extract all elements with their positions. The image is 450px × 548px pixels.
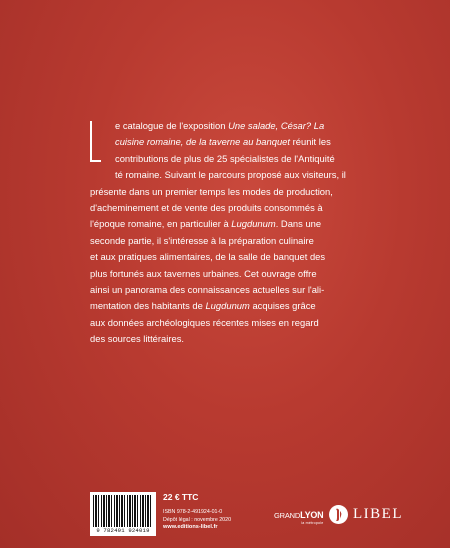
libel-wordmark: LIBEL: [353, 506, 403, 522]
website-label: www.editions-libel.fr: [163, 524, 218, 531]
blurb-text: [90, 118, 353, 348]
legal-deposit-label: Dépôt légal : novembre 2020: [163, 516, 232, 523]
blurb-line: mentation des habitants de Lugdunum acquises grâce: [90, 300, 316, 312]
barcode-bars: [93, 495, 153, 527]
publication-info: [163, 492, 231, 532]
blurb-line: ainsi un panorama des connaissances actuelles sur l'ali-: [90, 284, 325, 296]
blurb-line: té romaine. Suivant le parcours proposé aux visiteurs, il: [115, 169, 346, 181]
grandlyon-subtitle: la métropole: [301, 521, 324, 525]
isbn-label: ISBN 978-2-491924-01-0: [163, 509, 223, 515]
libel-emblem-icon: [329, 505, 348, 524]
blurb-line: e catalogue de l'exposition Une salade, César? La: [115, 120, 325, 131]
blurb-line: seconde partie, il s'intéresse à la préparation culinaire: [90, 234, 314, 246]
libel-logo: [329, 505, 403, 524]
blurb-line: des sources littéraires.: [90, 333, 185, 345]
blurb-line: aux données archéologiques récentes mises en regard: [90, 316, 319, 328]
blurb-line: l'époque romaine, en particulier à Lugdunum. Dans une: [90, 218, 322, 230]
blurb-paragraph: [90, 118, 353, 348]
blurb-line: d'acheminement et de vente des produits consommés à: [90, 202, 323, 214]
isbn-barcode: [90, 492, 156, 536]
blurb-line: contributions de plus de 25 spécialistes de l'Antiquité: [115, 152, 335, 164]
drop-cap-l: [90, 121, 101, 162]
blurb-line: plus fortunés aux tavernes urbaines. Cet ouvrage offre: [90, 267, 317, 279]
price-label: 22 € TTC: [163, 492, 199, 502]
blurb-line: et aux pratiques alimentaires, de la salle de banquet des: [90, 251, 326, 263]
blurb-line: présente dans un premier temps les modes de production,: [90, 185, 333, 197]
grandlyon-grand: GRAND: [274, 511, 301, 520]
barcode-digits: 9 782491 924019: [96, 527, 150, 534]
grandlyon-logo: [274, 510, 323, 526]
blurb-line: cuisine romaine, de la taverne au banquet réunit les: [115, 136, 331, 148]
grandlyon-lyon: LYON: [300, 510, 324, 520]
